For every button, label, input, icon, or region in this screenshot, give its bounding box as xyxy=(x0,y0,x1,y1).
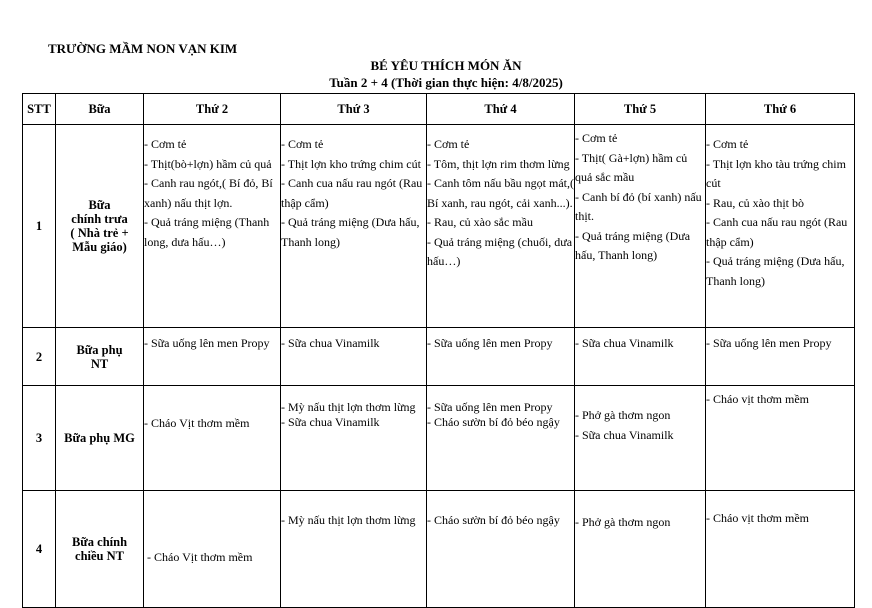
header-day-tue: Thứ 3 xyxy=(281,94,427,125)
table-row xyxy=(23,491,855,608)
menu-cell xyxy=(144,125,281,328)
dish-item: - Sữa chua Vinamilk xyxy=(281,336,380,350)
meal-name xyxy=(56,328,144,386)
menu-cell xyxy=(706,491,855,608)
dish-item: - Sữa uống lên men Propy xyxy=(706,336,832,350)
menu-cell xyxy=(575,125,706,328)
dish-item: - Thịt( Gà+lợn) hầm củ quả sắc mầu xyxy=(575,150,688,184)
row-number: 4 xyxy=(23,491,56,608)
menu-cell xyxy=(706,328,855,386)
meal-name-line: Bữa chính xyxy=(71,534,128,549)
meal-name-line: NT xyxy=(90,356,109,371)
meal-name-line: Bữa xyxy=(88,198,111,212)
menu-cell xyxy=(427,386,575,491)
menu-cell xyxy=(281,125,427,328)
meal-name-line: Bữa phụ MG xyxy=(64,431,135,445)
dish-item: - Quả tráng miệng (Thanh long, dưa hấu…) xyxy=(144,215,270,249)
menu-cell xyxy=(575,386,706,491)
dish-item: - Canh rau ngót,( Bí đỏ, Bí xanh) nấu thịt lợn. xyxy=(144,176,273,210)
dish-item: - Sữa uống lên men Propy xyxy=(427,400,553,414)
meal-name-line: Mẫu giáo) xyxy=(72,240,127,254)
meal-name-line: chính trưa xyxy=(71,212,128,226)
header-row xyxy=(23,94,855,125)
dish-item: - Quả tráng miệng (Dưa hấu, Thanh long) xyxy=(575,228,691,262)
dish-item: - Sữa chua Vinamilk xyxy=(575,336,674,350)
dish-item: - Canh cua nấu rau ngót (Rau thập cẩm) xyxy=(706,215,848,249)
dish-item: - Sữa uống lên men Propy xyxy=(427,336,553,350)
dish-item: - Cơm tẻ xyxy=(427,137,470,151)
dish-item: - Quả tráng miệng (chuối, dưa hấu…) xyxy=(427,234,573,268)
row-number: 2 xyxy=(23,328,56,386)
meal-name-line: ( Nhà trẻ + xyxy=(70,226,129,240)
dish-item: - Canh tôm nấu bầu ngọt mát,( Bí xanh, rau ngót, cải xanh...). xyxy=(427,176,574,210)
dish-item: - Sữa uống lên men Propy xyxy=(144,336,270,350)
dish-item: - Mỳ nấu thịt lợn thơm lừng xyxy=(281,513,416,527)
menu-cell xyxy=(281,386,427,491)
dish-item: - Canh cua nấu rau ngót (Rau thập cẩm) xyxy=(281,176,423,210)
menu-cell xyxy=(281,491,427,608)
menu-cell xyxy=(144,491,281,608)
dish-item: - Phở gà thơm ngon xyxy=(575,515,671,529)
header-day-mon: Thứ 2 xyxy=(144,94,281,125)
table-row xyxy=(23,125,855,328)
dish-item: - Rau, củ xào thịt bò xyxy=(706,195,804,210)
menu-cell xyxy=(144,386,281,491)
dish-item: - Mỳ nấu thịt lợn thơm lừng xyxy=(281,400,416,414)
dish-item: - Cháo sườn bí đỏ béo ngậy xyxy=(427,513,560,527)
menu-cell xyxy=(575,491,706,608)
page-title: BÉ YÊU THÍCH MÓN ĂN xyxy=(370,58,522,73)
menu-cell xyxy=(575,328,706,386)
menu-cell xyxy=(706,125,855,328)
menu-cell xyxy=(706,386,855,491)
menu-cell xyxy=(144,328,281,386)
dish-item: - Cơm tẻ xyxy=(706,137,749,151)
weekly-menu-table xyxy=(22,93,855,608)
dish-item: - Cháo vịt thơm mềm xyxy=(706,511,810,525)
dish-item: - Cơm tẻ xyxy=(575,131,618,145)
meal-name xyxy=(56,491,144,608)
page-subtitle: Tuần 2 + 4 (Thời gian thực hiện: 4/8/2025) xyxy=(329,75,563,90)
dish-item: - Quả tráng miệng (Dưa hấu, Thanh long) xyxy=(706,254,845,288)
dish-item: - Thịt lợn kho tàu trứng chim cút xyxy=(706,156,846,190)
dish-item: - Cơm tẻ xyxy=(281,137,324,151)
table-row xyxy=(23,386,855,491)
menu-cell xyxy=(427,125,575,328)
header-day-wed: Thứ 4 xyxy=(427,94,575,125)
menu-cell xyxy=(427,328,575,386)
dish-item: - Thịt lợn kho trứng chim cút xyxy=(281,156,421,171)
dish-item: - Cháo vịt thơm mềm xyxy=(706,392,810,406)
dish-item: - Cháo sườn bí đỏ béo ngậy xyxy=(427,415,560,429)
header-day-thu: Thứ 5 xyxy=(575,94,706,125)
meal-name-line: chiều NT xyxy=(75,548,124,563)
dish-item: - Phở gà thơm ngon xyxy=(575,408,671,422)
meal-name xyxy=(56,386,144,491)
meal-name-line: Bữa phụ xyxy=(76,342,123,357)
dish-item: - Sữa chua Vinamilk xyxy=(281,415,380,429)
school-name: TRƯỜNG MẦM NON VẠN KIM xyxy=(48,41,238,56)
table-row xyxy=(23,328,855,386)
dish-item: - Canh bí đỏ (bí xanh) nấu thịt. xyxy=(575,189,702,223)
dish-item: - Cháo Vịt thơm mềm xyxy=(144,416,250,430)
header-day-fri: Thứ 6 xyxy=(706,94,855,125)
header-stt: STT xyxy=(23,94,56,125)
menu-cell xyxy=(281,328,427,386)
dish-item: - Rau, củ xào sắc mầu xyxy=(427,215,533,229)
dish-item: - Tôm, thịt lợn rim thơm lừng xyxy=(427,156,570,171)
dish-item: - Sữa chua Vinamilk xyxy=(575,427,674,442)
dish-item: - Quả tráng miệng (Dưa hấu, Thanh long) xyxy=(281,215,420,249)
row-number: 3 xyxy=(23,386,56,491)
dish-item: - Thịt(bò+lợn) hầm củ quả xyxy=(144,156,272,171)
dish-item: - Cháo Vịt thơm mềm xyxy=(144,550,253,564)
header-meal: Bữa xyxy=(56,94,144,125)
row-number: 1 xyxy=(23,125,56,328)
dish-item: - Cơm tẻ xyxy=(144,137,187,151)
menu-cell xyxy=(427,491,575,608)
meal-name xyxy=(56,125,144,328)
